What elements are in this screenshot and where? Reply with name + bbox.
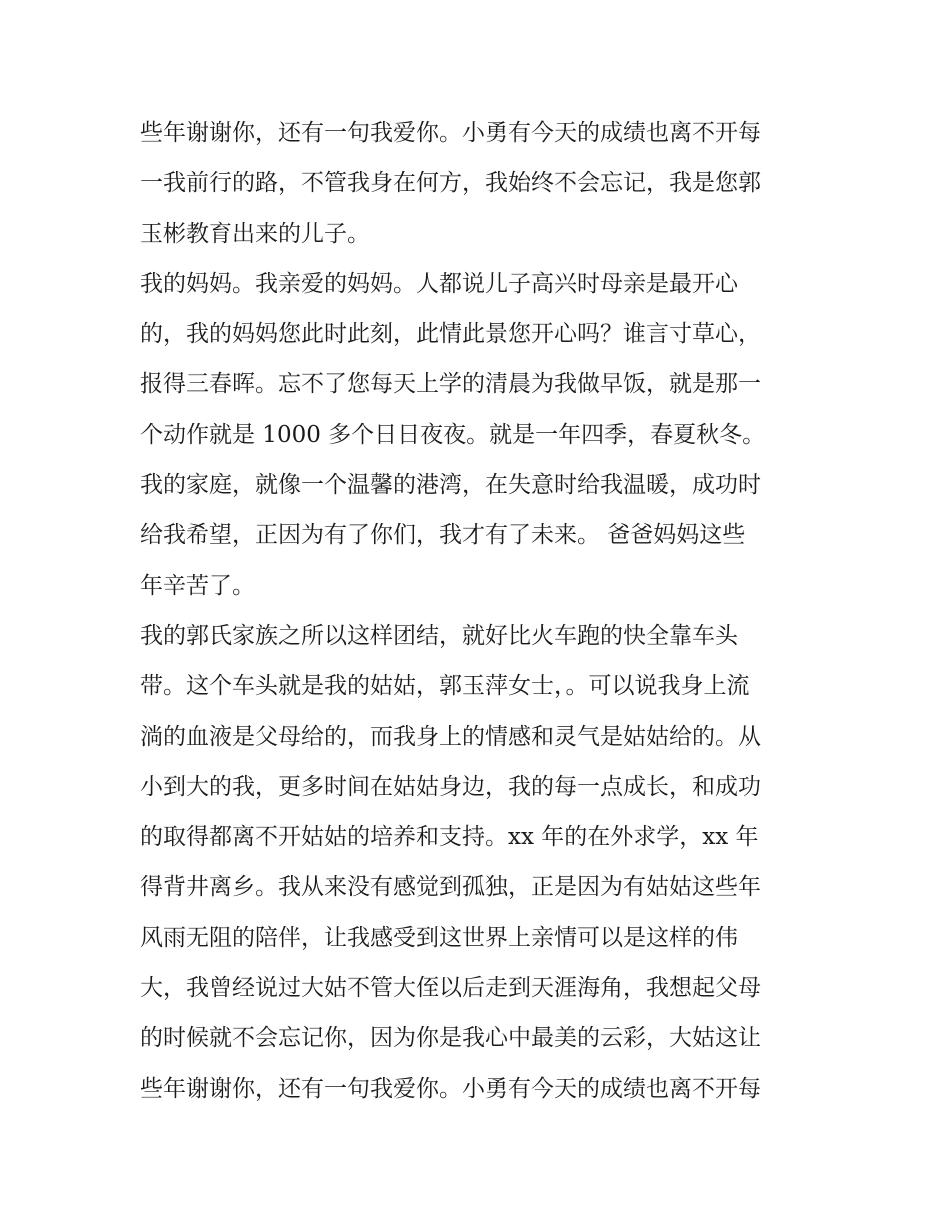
text-line: 些年谢谢你，还有一句我爱你。小勇有今天的成绩也离不开每: [140, 1075, 761, 1102]
text-line: 风雨无阻的陪伴，让我感受到这世界上亲情可以是这样的伟: [140, 924, 738, 951]
text-line: 我的郭氏家族之所以这样团结，就好比火车跑的快全靠车头: [140, 622, 738, 649]
text-line: 个动作就是 1000 多个日日夜夜。就是一年四季，春夏秋冬。: [140, 421, 766, 448]
text-line: 我的家庭，就像一个温馨的港湾，在失意时给我温暖，成功时: [140, 472, 761, 499]
text-line: 一我前行的路，不管我身在何方，我始终不会忘记，我是您郭: [140, 170, 761, 197]
text-line: 的时候就不会忘记你，因为你是我心中最美的云彩，大姑这让: [140, 1025, 761, 1052]
text-line: 小到大的我，更多时间在姑姑身边，我的每一点成长，和成功: [140, 773, 761, 800]
text-line: 淌的血液是父母给的，而我身上的情感和灵气是姑姑给的。从: [140, 723, 761, 750]
text-line: 大，我曾经说过大姑不管大侄以后走到天涯海角，我想起父母: [140, 975, 761, 1002]
text-line: 我的妈妈。我亲爱的妈妈。人都说儿子高兴时母亲是最开心: [140, 270, 738, 297]
text-line: 的，我的妈妈您此时此刻，此情此景您开心吗？谁言寸草心，: [140, 321, 761, 348]
text-line: 些年谢谢你，还有一句我爱你。小勇有今天的成绩也离不开每: [140, 120, 761, 146]
text-line: 带。这个车头就是我的姑姑，郭玉萍女士，。可以说我身上流: [140, 673, 750, 700]
text-line: 报得三春晖。忘不了您每天上学的清晨为我做早饭，就是那一: [140, 371, 761, 398]
text-line: 给我希望，正因为有了你们，我才有了未来。 爸爸妈妈这些: [140, 522, 746, 549]
text-line: 玉彬教育出来的儿子。: [140, 220, 370, 247]
document-body: [140, 108, 820, 1114]
text-line: 的取得都离不开姑姑的培养和支持。xx 年的在外求学，xx 年: [140, 824, 759, 851]
text-line: 年辛苦了。: [140, 572, 255, 599]
text-line: 得背井离乡。我从来没有感觉到孤独，正是因为有姑姑这些年: [140, 874, 761, 901]
